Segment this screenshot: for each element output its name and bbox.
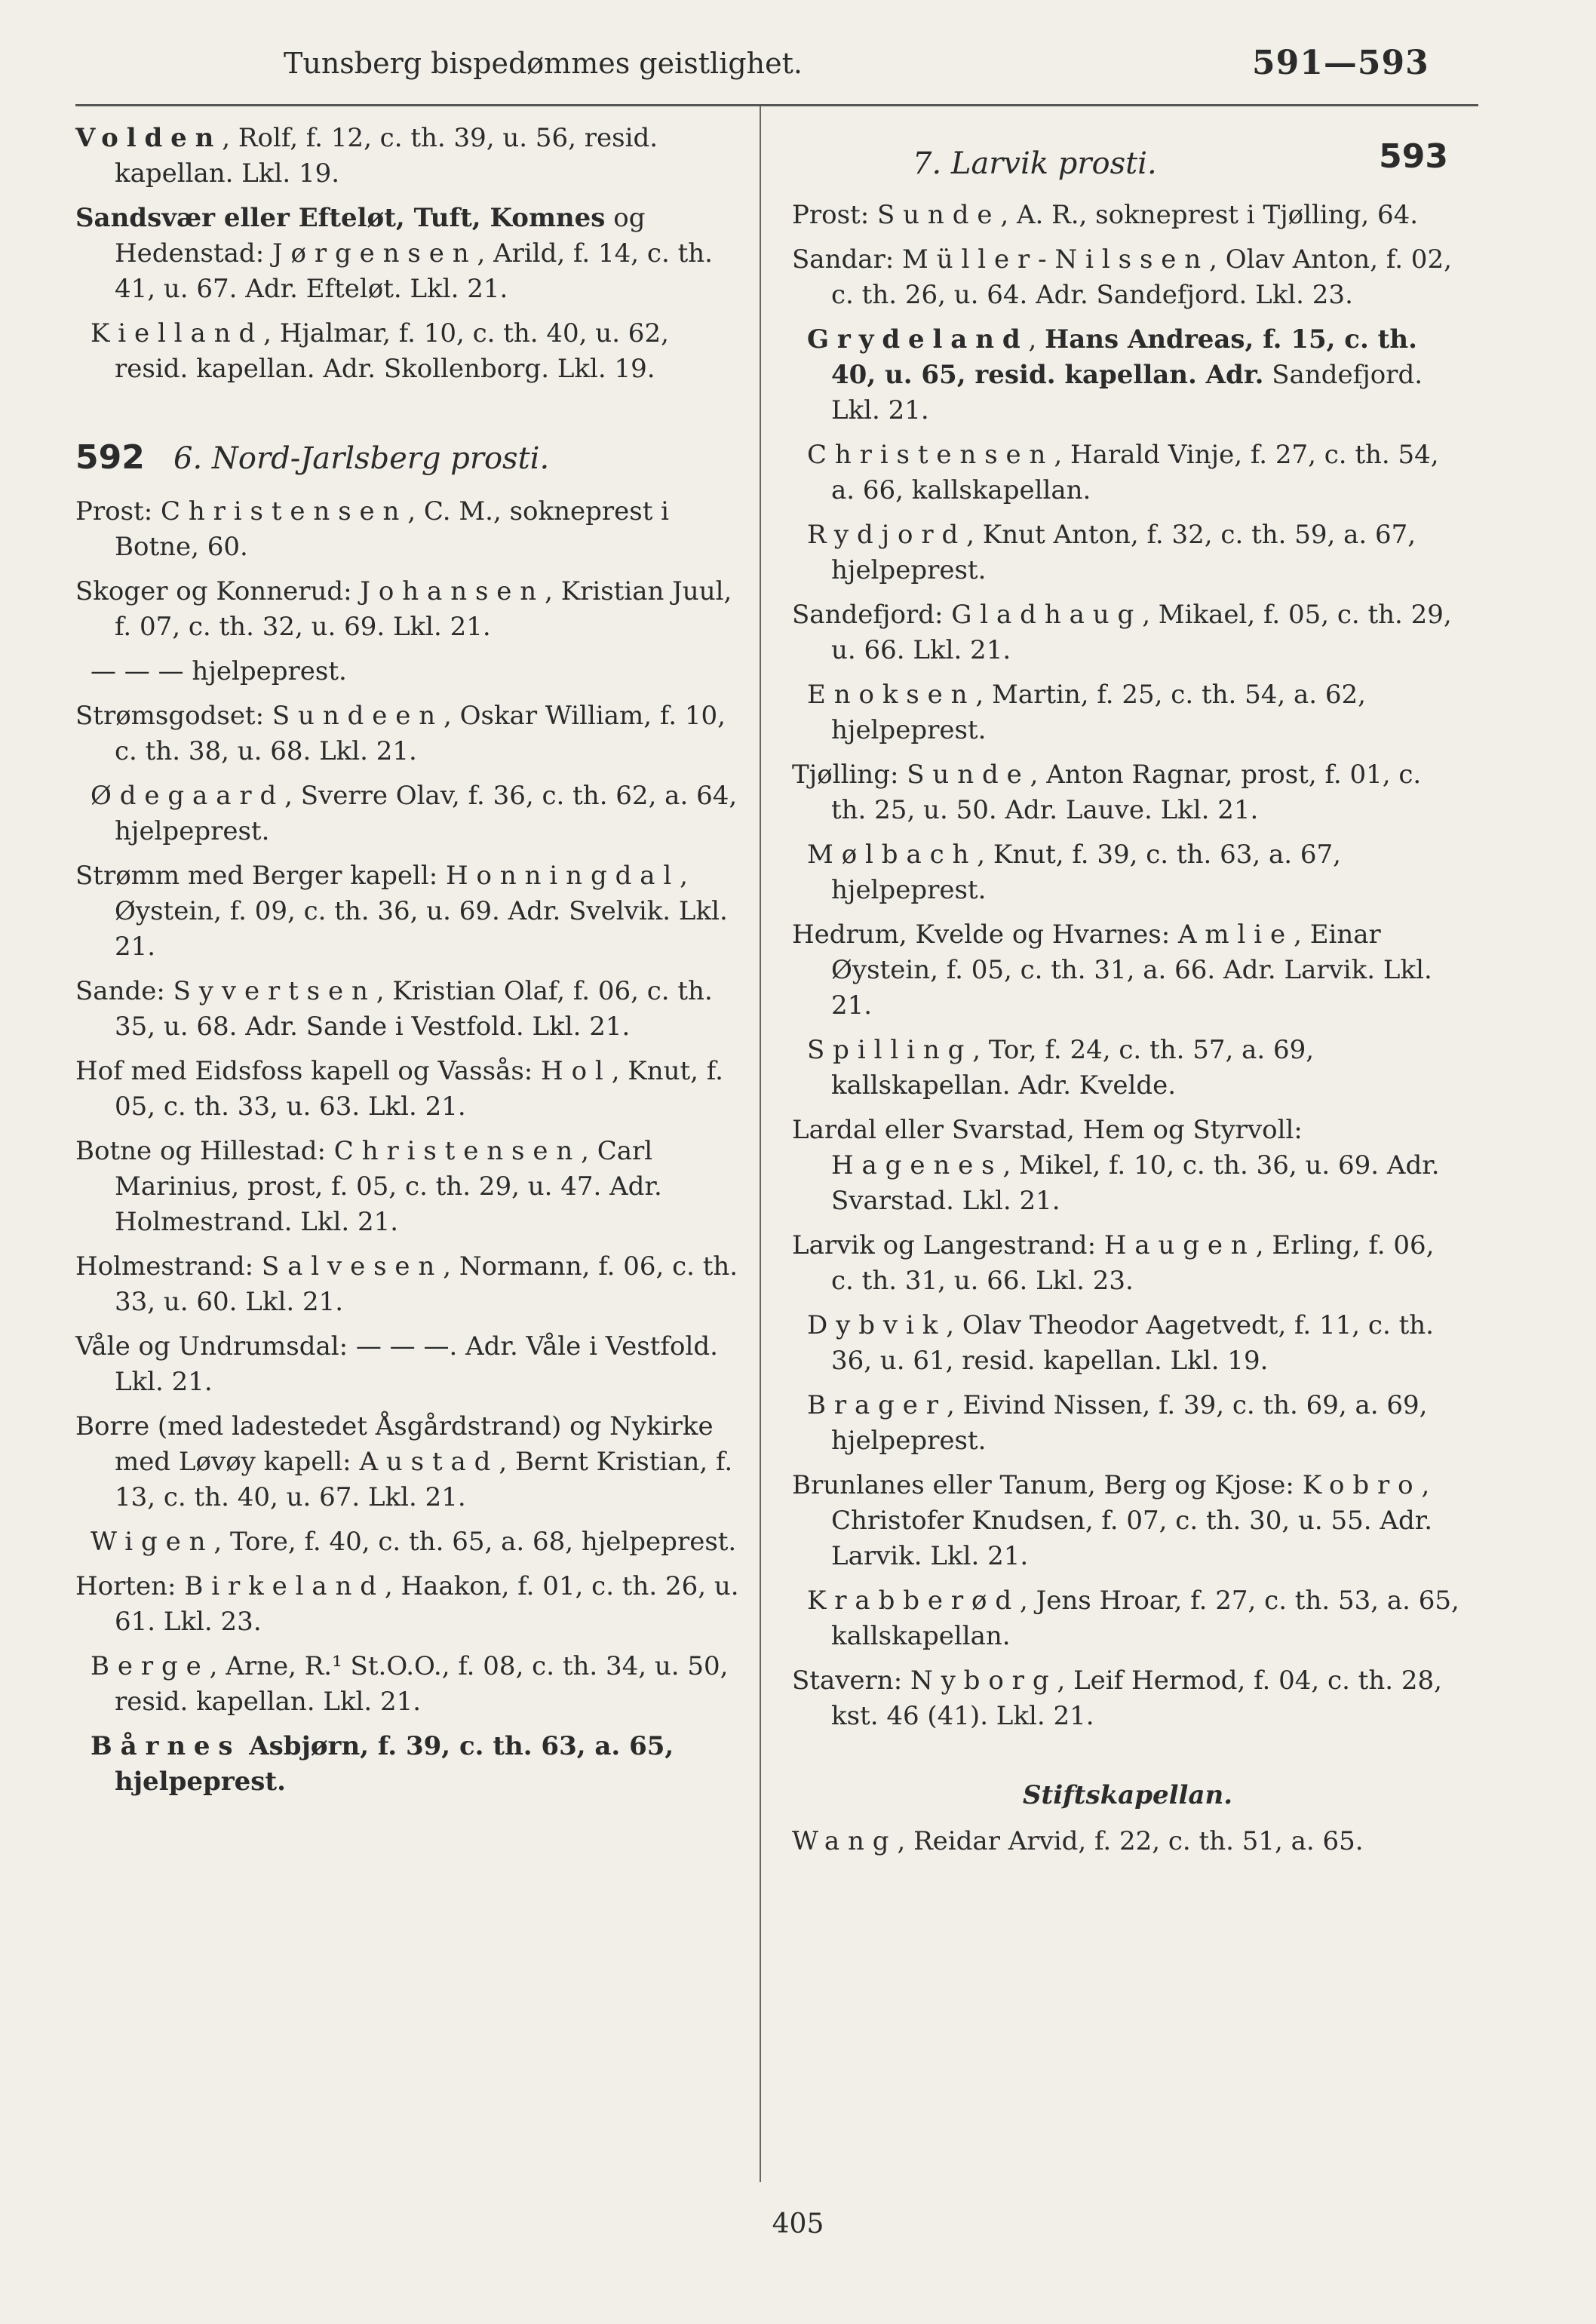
clergy-entry: Lardal eller Svarstad, Hem og Styrvoll: Hagenes, Mikel, f. 10, c. th. 36, u. 69. Adr. Svarstad. Lkl. 21. — [792, 1115, 1440, 1216]
clergy-entry: Wigen, Tore, f. 40, c. th. 65, a. 68, hjelpeprest. — [91, 1527, 737, 1557]
clergy-entry: Berge, Arne, R.¹ St.O.O., f. 08, c. th. 34, u. 50, resid. kapellan. Lkl. 21. — [91, 1651, 729, 1717]
clergy-entry: Skoger og Konnerud: Johansen, Kristian Juul, f. 07, c. th. 32, u. 69. Lkl. 21. — [75, 576, 732, 642]
entry-list — [75, 121, 747, 387]
clergy-entry: Brunlanes eller Tanum, Berg og Kjose: Kobro, Christofer Knudsen, f. 07, c. th. 30, u. 55. Adr. Larvik. Lkl. 21. — [792, 1470, 1433, 1571]
section-heading-593 — [792, 139, 1463, 192]
clergy-entry: Prost: Christensen, C. M., sokneprest i Botne, 60. — [75, 496, 670, 562]
clergy-entry: — — — hjelpeprest. — [91, 656, 347, 686]
clergy-entry: Botne og Hillestad: Christensen, Carl Marinius, prost, f. 05, c. th. 29, u. 47. Adr. Holmestrand. Lkl. 21. — [75, 1136, 662, 1237]
clergy-entry: Kielland, Hjalmar, f. 10, c. th. 40, u. 62, resid. kapellan. Adr. Skollenborg. Lkl. 19. — [91, 318, 669, 384]
clergy-entry: Ødegaard, Sverre Olav, f. 36, c. th. 62, a. 64, hjelpeprest. — [91, 781, 738, 846]
right-column — [792, 121, 1463, 1868]
clergy-entry: Grydeland, Hans Andreas, f. 15, c. th. 40, u. 65, resid. kapellan. Adr. Sandefjord. Lkl. 21. — [807, 324, 1423, 425]
column-divider — [760, 106, 761, 2182]
clergy-entry: Krabberød, Jens Hroar, f. 27, c. th. 53, a. 65, kallskapellan. — [807, 1586, 1459, 1651]
clergy-entry: Mølbach, Knut, f. 39, c. th. 63, a. 67, hjelpeprest. — [807, 840, 1341, 905]
section-title: 7. Larvik prosti. — [913, 146, 1157, 181]
entry-list — [792, 198, 1463, 1734]
entry-list — [75, 494, 747, 1800]
clergy-entry: Volden, Rolf, f. 12, c. th. 39, u. 56, resid. kapellan. Lkl. 19. — [75, 123, 658, 189]
section-title: 6. Nord-Jarlsberg prosti. — [173, 441, 550, 476]
clergy-entry: Sande: Syvertsen, Kristian Olaf, f. 06, c. th. 35, u. 68. Adr. Sande i Vestfold. Lkl. 21. — [75, 976, 713, 1042]
clergy-entry: Bårnes Asbjørn, f. 39, c. th. 63, a. 65, hjelpeprest. — [91, 1731, 674, 1797]
running-header-section-range: 591—593 — [1252, 44, 1429, 82]
stiftskapellan-heading: Stiftskapellan. — [1022, 1780, 1233, 1810]
section-number: 593 — [1379, 137, 1448, 176]
clergy-entry: Wang, Reidar Arvid, f. 22, c. th. 51, a. 65. — [792, 1826, 1364, 1856]
clergy-entry: Strømm med Berger kapell: Honningdal, Øystein, f. 09, c. th. 36, u. 69. Adr. Svelvik. Lkl. 21. — [75, 861, 728, 962]
clergy-entry: Dybvik, Olav Theodor Aagetvedt, f. 11, c. th. 36, u. 61, resid. kapellan. Lkl. 19. — [807, 1310, 1434, 1376]
clergy-entry: Sandefjord: Gladhaug, Mikael, f. 05, c. th. 29, u. 66. Lkl. 21. — [792, 600, 1452, 665]
clergy-entry: Borre (med ladestedet Åsgårdstrand) og Nykirke med Løvøy kapell: Austad, Bernt Kristian, f. 13, c. th. 40, u. 67. Lkl. 21. — [75, 1411, 733, 1512]
section-number: 592 — [75, 438, 145, 477]
clergy-entry: Horten: Birkeland, Haakon, f. 01, c. th. 26, u. 61. Lkl. 23. — [75, 1571, 739, 1637]
clergy-entry: Hedrum, Kvelde og Hvarnes: Amlie, Einar Øystein, f. 05, c. th. 31, a. 66. Adr. Larvik. Lkl. 21. — [792, 919, 1432, 1021]
clergy-entry: Rydjord, Knut Anton, f. 32, c. th. 59, a. 67, hjelpeprest. — [807, 520, 1416, 585]
clergy-entry: Holmestrand: Salvesen, Normann, f. 06, c. th. 33, u. 60. Lkl. 21. — [75, 1251, 738, 1317]
clergy-entry: Enoksen, Martin, f. 25, c. th. 54, a. 62, hjelpeprest. — [807, 680, 1366, 745]
clergy-entry: Sandar: Müller-Nilssen, Olav Anton, f. 02, c. th. 26, u. 64. Adr. Sandefjord. Lkl. 23. — [792, 244, 1452, 310]
clergy-entry: Prost: Sunde, A. R., sokneprest i Tjølling, 64. — [792, 200, 1419, 230]
page-number: 405 — [772, 2209, 824, 2240]
header-rule — [75, 104, 1478, 106]
left-column — [75, 121, 747, 1809]
clergy-entry: Strømsgodset: Sundeen, Oskar William, f. 10, c. th. 38, u. 68. Lkl. 21. — [75, 701, 726, 766]
clergy-entry: Stavern: Nyborg, Leif Hermod, f. 04, c. th. 28, kst. 46 (41). Lkl. 21. — [792, 1665, 1442, 1731]
clergy-entry: Sandsvær eller Efteløt, Tuft, Komnes og Hedenstad: Jørgensen, Arild, f. 14, c. th. 41, u. 67. Adr. Efteløt. Lkl. 21. — [75, 203, 713, 304]
clergy-entry: Larvik og Langestrand: Haugen, Erling, f. 06, c. th. 31, u. 66. Lkl. 23. — [792, 1230, 1435, 1296]
clergy-entry: Våle og Undrumsdal: — — —. Adr. Våle i Vestfold. Lkl. 21. — [75, 1331, 718, 1397]
running-header-title: Tunsberg bispedømmes geistlighet. — [284, 47, 803, 80]
clergy-entry: Christensen, Harald Vinje, f. 27, c. th. 54, a. 66, kallskapellan. — [807, 440, 1439, 505]
clergy-entry: Brager, Eivind Nissen, f. 39, c. th. 69, a. 69, hjelpeprest. — [807, 1390, 1428, 1456]
section-heading-592 — [75, 440, 747, 482]
clergy-entry: Hof med Eidsfoss kapell og Vassås: Hol, Knut, f. 05, c. th. 33, u. 63. Lkl. 21. — [75, 1056, 723, 1122]
clergy-entry: Tjølling: Sunde, Anton Ragnar, prost, f. 01, c. th. 25, u. 50. Adr. Lauve. Lkl. 21. — [792, 760, 1422, 825]
clergy-entry: Spilling, Tor, f. 24, c. th. 57, a. 69, kallskapellan. Adr. Kvelde. — [807, 1035, 1315, 1101]
